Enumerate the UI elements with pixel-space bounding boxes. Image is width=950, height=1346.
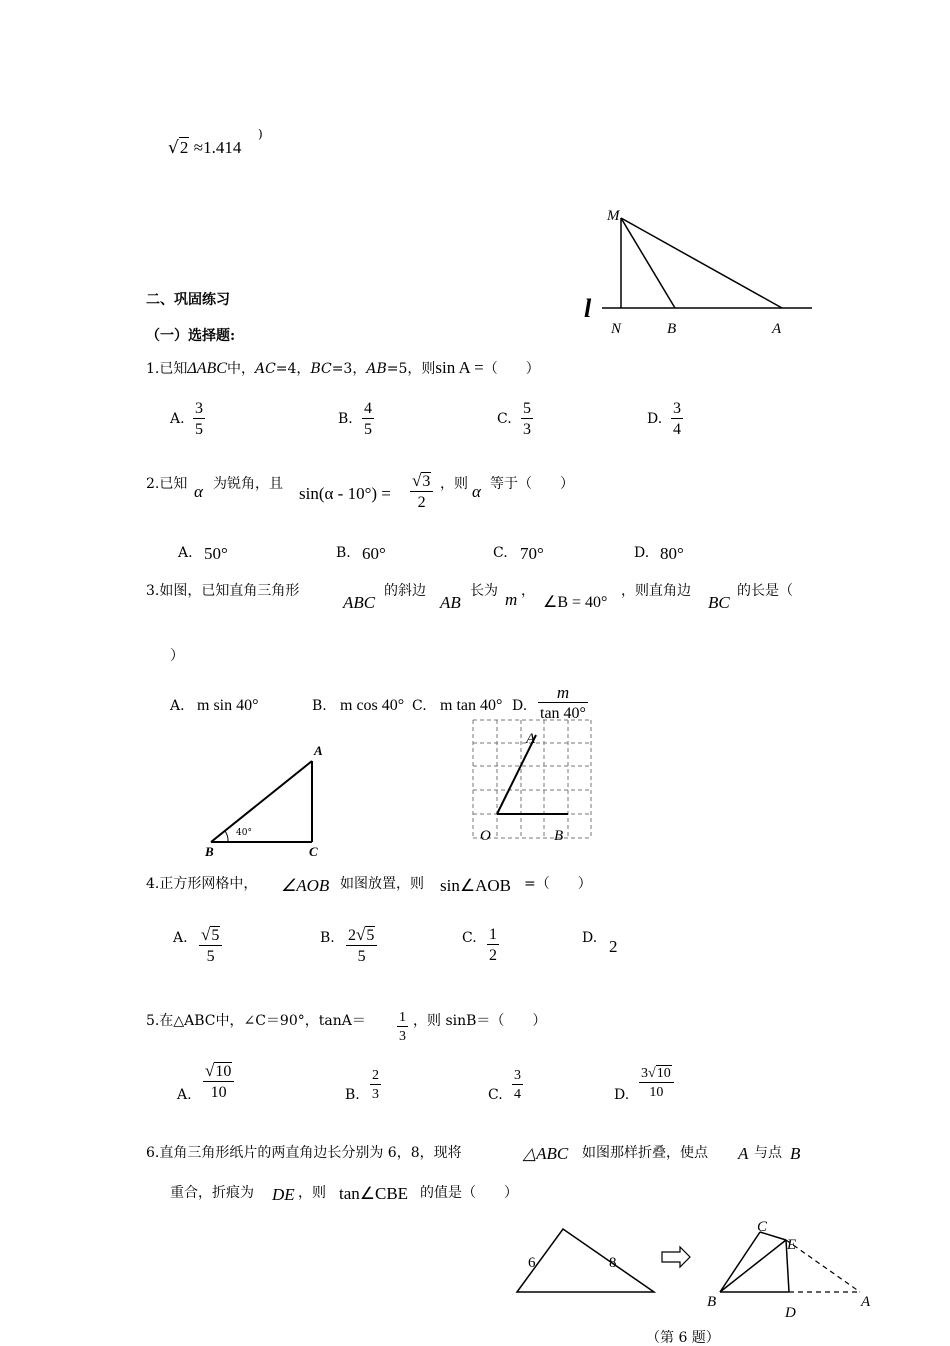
q6-expr: tan∠CBE [339, 1184, 409, 1203]
label-N: N [611, 321, 622, 337]
den: 10 [639, 1082, 674, 1101]
q1-bc: BC [310, 361, 332, 377]
q5-tail: ，则 sinB＝（ ） [413, 1013, 547, 1029]
q2-option-a[interactable]: 50° [204, 544, 228, 563]
q1-ac: AC [254, 361, 276, 377]
q4-angle: ∠AOB [281, 876, 330, 895]
den: 3 [521, 418, 533, 439]
q4-option-d[interactable]: 2 [609, 937, 618, 956]
den: 2 [487, 944, 499, 965]
q1-v2: =3， [331, 361, 367, 377]
q4-option-a[interactable]: $\frac{√5}{5}$ [199, 926, 222, 966]
rad: 5 [366, 927, 375, 944]
q1-paren: （ ） [483, 361, 540, 377]
grid-label-O: O [480, 828, 491, 844]
q2-option-c-label: C. [493, 545, 508, 561]
tri-label-C: C [309, 844, 318, 859]
coef: 2 [348, 927, 356, 944]
top-paren: ) [258, 127, 263, 141]
q6-line2c: 的值是（ ） [420, 1185, 518, 1201]
den: 5 [193, 418, 205, 439]
q3-tail: 的长是（ [737, 583, 793, 599]
rad: 5 [211, 927, 220, 944]
q4-option-b[interactable]: $\frac{2√5}{5}$ [346, 926, 377, 966]
q4-option-c-label: C. [462, 930, 477, 946]
rad: 10 [215, 1063, 232, 1080]
q5-option-b-label: B. [345, 1087, 360, 1103]
q5-option-c-label: C. [488, 1087, 503, 1103]
q3-option-d-label: D. [512, 698, 528, 714]
num: 3 [195, 400, 203, 417]
q3-option-c[interactable]: m tan 40° [440, 697, 503, 714]
den: 2 [410, 491, 433, 512]
q1-v3: =5，则 [386, 361, 436, 377]
q6-mid2: 与点 [754, 1145, 782, 1161]
q2-option-d-label: D. [634, 545, 650, 561]
fold-label-8: 8 [609, 1255, 617, 1271]
num: 5 [523, 400, 531, 417]
q1-v1: =4， [275, 361, 311, 377]
q5-option-d-label: D. [614, 1087, 630, 1103]
q3-mid2: 长为 [470, 583, 498, 599]
q1-option-a-label: A. [170, 411, 185, 427]
tri-label-A: A [314, 743, 323, 758]
q2-option-c[interactable]: 70° [520, 544, 544, 563]
q1-triangle: ΔABC [187, 360, 227, 377]
q2-mid: 为锐角，且 [213, 476, 283, 492]
q2-tail: 等于（ ） [490, 476, 574, 492]
q2-option-a-label: A. [178, 545, 193, 561]
q3-option-c-label: C. [412, 698, 427, 714]
den: tan 40° [538, 702, 588, 723]
num: 4 [364, 400, 372, 417]
q4-mid: 如图放置，则 [340, 876, 424, 892]
q3-bc: BC [708, 593, 730, 612]
num: 3 [673, 400, 681, 417]
den: 10 [203, 1081, 234, 1102]
num: m [556, 683, 570, 702]
q1-sinA: sin A = [435, 358, 484, 377]
approx-value: ≈1.414 [193, 138, 242, 157]
q6-mid1: 如图那样折叠，使点 [582, 1145, 708, 1161]
fold-label-D: D [785, 1305, 796, 1321]
coef: 3 [641, 1066, 648, 1081]
q3-angle: ∠B = 40° [543, 594, 608, 611]
q1-ab: AB [366, 361, 387, 377]
num: 3 [514, 1068, 521, 1083]
tri-angle-label: 40° [236, 828, 252, 838]
den: 4 [671, 418, 683, 439]
q2-alpha: α [194, 482, 203, 501]
top-sqrt-note: √2 ≈1.414 [168, 138, 242, 158]
q4-option-b-label: B. [320, 930, 335, 946]
q3-abc: ABC [343, 593, 376, 612]
q4-paren: =（ ） [524, 876, 592, 892]
fold-label-6: 6 [528, 1255, 536, 1271]
q1-prefix: 1.已知 [146, 361, 188, 377]
q3-option-b-label: B. [312, 698, 327, 714]
q6-line1: 6.直角三角形纸片的两直角边长分别为 6，8，现将 [146, 1145, 462, 1161]
label-M: M [607, 208, 620, 224]
fold-label-B: B [707, 1294, 717, 1310]
q5-option-a-label: A. [177, 1087, 192, 1103]
num: 1 [399, 1010, 406, 1025]
section-title: 二、巩固练习 [146, 292, 230, 308]
fold-label-E: E [787, 1237, 797, 1253]
grid-label-B: B [554, 828, 564, 844]
num: 2 [372, 1068, 379, 1083]
q4-option-a-label: A. [173, 930, 188, 946]
label-B: B [667, 321, 677, 337]
sqrt-two: 2 [179, 138, 189, 157]
den: 3 [370, 1084, 381, 1103]
q2-prefix: 2.已知 [146, 476, 188, 492]
q2-alpha2: α [472, 482, 481, 501]
q4-prefix: 4.正方形网格中， [146, 876, 258, 892]
q3-comma: ， [521, 583, 535, 599]
q4-expr: sin∠AOB [440, 876, 511, 895]
den: 5 [362, 418, 374, 439]
q3-m: m [505, 590, 518, 609]
q5-option-a[interactable]: $\frac{√10}{10}$ [203, 1062, 234, 1102]
q3-prefix: 3.如图，已知直角三角形 [146, 583, 300, 599]
q3-ab: AB [440, 593, 461, 612]
q1-option-c-label: C. [497, 411, 512, 427]
tri-label-B: B [205, 844, 214, 859]
q5-option-d[interactable]: $\frac{3√10}{10}$ [639, 1066, 674, 1101]
q2-option-d[interactable]: 80° [660, 544, 684, 563]
q6-B: B [790, 1144, 801, 1163]
q4-option-d-label: D. [582, 930, 598, 946]
subsection-title: （一）选择题: [146, 328, 236, 344]
rad: 10 [656, 1066, 671, 1081]
q3-option-a[interactable]: m sin 40° [197, 697, 259, 714]
q3-option-a-label: A. [170, 698, 185, 714]
q5-text: 5.在△ABC中，∠C＝90°，tanA＝ [146, 1013, 366, 1029]
grid-label-A: A [526, 731, 536, 747]
q6-caption: （第 6 题） [646, 1330, 720, 1346]
q3-close: ） [170, 648, 184, 664]
den: 4 [512, 1084, 523, 1103]
den: 5 [346, 945, 377, 966]
label-A: A [772, 321, 782, 337]
q2-option-b-label: B. [336, 545, 351, 561]
q2-fraction: $\frac{√3}{2}$ [410, 472, 433, 512]
q3-mid1: 的斜边 [384, 583, 426, 599]
num: 1 [489, 926, 497, 943]
q6-A: A [738, 1144, 749, 1163]
q3-mid3: ，则直角边 [621, 583, 691, 599]
q2-option-b[interactable]: 60° [362, 544, 386, 563]
q6-triangle: △ABC [523, 1144, 569, 1163]
q2-expr: sin(α - 10°) = [299, 484, 391, 503]
q1-mid: 中， [226, 361, 255, 377]
q1-option-d-label: D. [647, 411, 663, 427]
den: 5 [199, 945, 222, 966]
q3-option-b[interactable]: m cos 40° [340, 697, 405, 714]
q6-line2a: 重合，折痕为 [170, 1185, 254, 1201]
q6-DE: DE [272, 1185, 295, 1204]
q1-option-b-label: B. [338, 411, 353, 427]
den: 3 [397, 1026, 408, 1045]
num: 3 [422, 473, 431, 490]
label-line-l: l [584, 294, 592, 323]
q6-line2b: ，则 [298, 1185, 326, 1201]
q2-then: ，则 [440, 476, 468, 492]
fold-label-A: A [861, 1294, 871, 1310]
fold-label-C: C [757, 1219, 768, 1235]
